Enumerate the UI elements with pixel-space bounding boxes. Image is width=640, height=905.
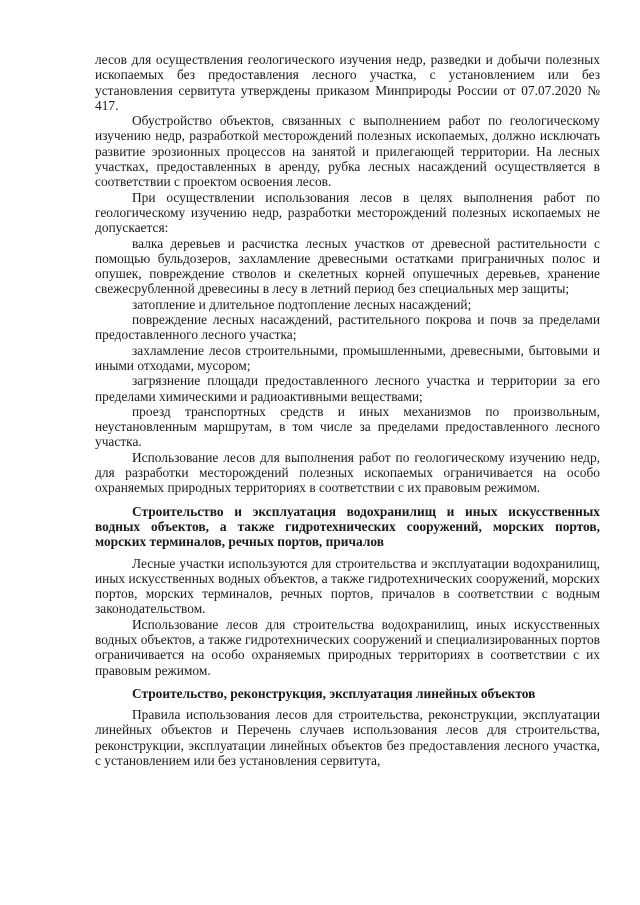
paragraph: Обустройство объектов, связанных с выполнением работ по геологическому изучению недр, разработкой месторождений полезных ископаемых, должно исключать развитие эрозионных процессов на занятой и прилегающей территории. На лесных участках, предоставленных в аренду, рубка лесных насаждений осуществляется в соответствии с проектом освоения лесов. bbox=[95, 113, 600, 190]
list-item: проезд транспортных средств и иных механизмов по произвольным, неустановленным маршрутам, в том числе за пределами предоставленного лесного участка. bbox=[95, 403, 600, 450]
paragraph: Правила использования лесов для строительства, реконструкции, эксплуатации линейных объектов и Перечень случаев использования лесов для строительства, реконструкции, эксплуатации линейных объектов без предоставления лесного участка, с установлением или без установления сервитута, bbox=[95, 707, 600, 769]
paragraph: Использование лесов для выполнения работ по геологическому изучению недр, для разработки месторождений полезных ископаемых ограничивается на особо охраняемых природных территориях в соответствии с их правовым режимом. bbox=[95, 449, 600, 496]
list-item: захламление лесов строительными, промышленными, древесными, бытовыми и иными отходами, мусором; bbox=[95, 342, 600, 373]
paragraph: При осуществлении использования лесов в целях выполнения работ по геологическому изучению недр, разработки месторождений полезных ископаемых не допускается: bbox=[95, 189, 600, 236]
document-page bbox=[95, 52, 600, 768]
paragraph: лесов для осуществления геологического изучения недр, разведки и добычи полезных ископаемых без предоставления лесного участка, с установлением или без установления сервитута утверждены приказом Минприроды России от 07.07.2020 № 417. bbox=[95, 52, 600, 113]
paragraph: Использование лесов для строительства водохранилищ, иных искусственных водных объектов, а также гидротехнических сооружений и специализированных портов ограничивается на особо охраняемых природных территориях в соответствии с их правовым режимом. bbox=[95, 616, 600, 678]
section-heading: Строительство, реконструкция, эксплуатация линейных объектов bbox=[132, 685, 536, 701]
list-item: валка деревьев и расчистка лесных участков от древесной растительности с помощью бульдозеров, захламление древесными остатками приграничных полос и опушек, повреждение стволов и скелетных корней опушечных деревьев, хранение свежесрубленной древесины в лесу в летний период без специальных мер защиты; bbox=[95, 235, 600, 297]
paragraph: Лесные участки используются для строительства и эксплуатации водохранилищ, иных искусственных водных объектов, а также гидротехнических сооружений, морских портов, морских терминалов, речных портов, причалов в соответствии с водным законодательством. bbox=[95, 555, 600, 617]
list-item: затопление и длительное подтопление лесных насаждений; bbox=[132, 296, 472, 312]
list-item: повреждение лесных насаждений, растительного покрова и почв за пределами предоставленного лесного участка; bbox=[95, 312, 600, 343]
section-heading: Строительство и эксплуатация водохранилищ и иных искусственных водных объектов, а также гидротехнических сооружений, морских портов, морских терминалов, речных портов, причалов bbox=[95, 503, 600, 550]
list-item: загрязнение площади предоставленного лесного участка и территории за его пределами химическими и радиоактивными веществами; bbox=[95, 373, 600, 404]
